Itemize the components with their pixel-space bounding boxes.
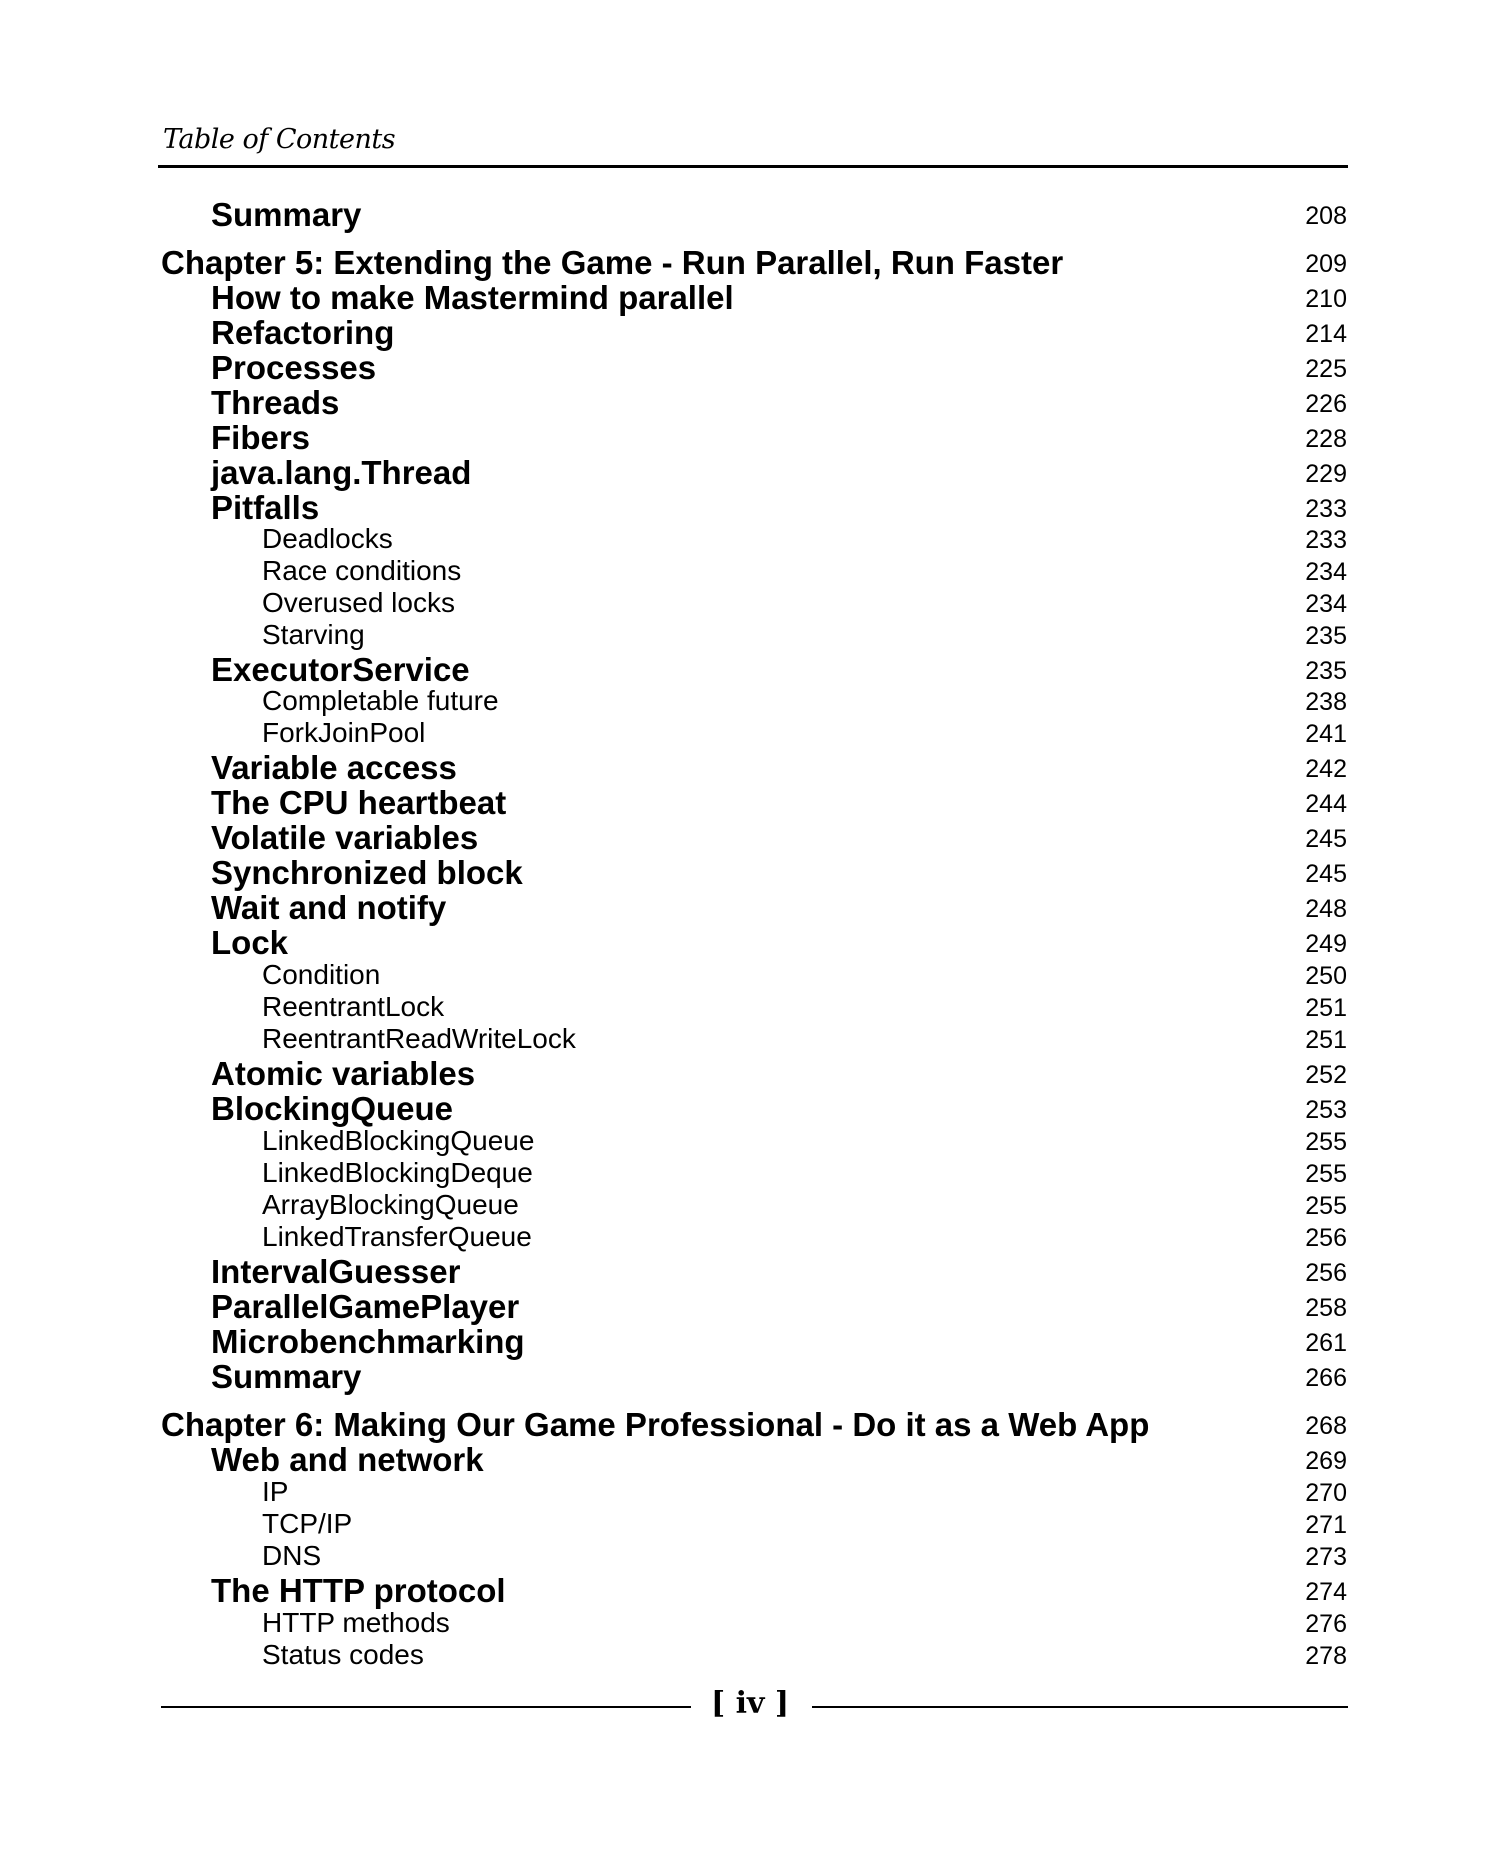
toc-entry-title: Refactoring bbox=[211, 314, 395, 351]
toc-entry-page-number: 233 bbox=[1305, 526, 1347, 554]
toc-entry-page-number: 245 bbox=[1305, 860, 1347, 888]
toc-entry-page-number: 251 bbox=[1305, 994, 1347, 1022]
toc-entry-page-number: 233 bbox=[1305, 495, 1347, 523]
toc-entry-title: Completable future bbox=[262, 685, 499, 716]
toc-entry-page-number: 256 bbox=[1305, 1224, 1347, 1252]
toc-entry-title: Web and network bbox=[211, 1441, 484, 1478]
toc-entry-page-number: 245 bbox=[1305, 825, 1347, 853]
toc-entry-page-number: 209 bbox=[1305, 250, 1347, 278]
toc-entry-title: The HTTP protocol bbox=[211, 1572, 506, 1609]
running-head: Table of Contents bbox=[163, 124, 396, 155]
toc-entry-page-number: 274 bbox=[1305, 1578, 1347, 1606]
toc-entry-page-number: 225 bbox=[1305, 355, 1347, 383]
toc-entry-title: LinkedBlockingQueue bbox=[262, 1125, 535, 1156]
toc-entry-title: Race conditions bbox=[262, 555, 462, 586]
toc-entry-page-number: 269 bbox=[1305, 1447, 1347, 1475]
toc-entry-page-number: 229 bbox=[1305, 460, 1347, 488]
toc-entry-title: ForkJoinPool bbox=[262, 717, 426, 748]
toc-entry-title: LinkedTransferQueue bbox=[262, 1221, 532, 1252]
toc-entry-title: ParallelGamePlayer bbox=[211, 1288, 520, 1325]
toc-entry-title: Summary bbox=[211, 1358, 362, 1395]
toc-entry-title: How to make Mastermind parallel bbox=[211, 279, 734, 316]
toc-entry-page-number: 258 bbox=[1305, 1294, 1347, 1322]
toc-entry-page-number: 253 bbox=[1305, 1096, 1347, 1124]
footer-rule-left bbox=[161, 1706, 691, 1708]
toc-entry-page-number: 208 bbox=[1305, 202, 1347, 230]
toc-entry-title: BlockingQueue bbox=[211, 1090, 454, 1127]
toc-entry-title: Status codes bbox=[262, 1639, 424, 1670]
toc-entry-page-number: 242 bbox=[1305, 755, 1347, 783]
toc-entry-page-number: 234 bbox=[1305, 590, 1347, 618]
toc-entry-title: ReentrantReadWriteLock bbox=[262, 1023, 576, 1054]
toc-entry-title: Volatile variables bbox=[211, 819, 479, 856]
toc-entry-title: Starving bbox=[262, 619, 365, 650]
page-number: [ iv ] bbox=[710, 1686, 790, 1721]
toc-entry-title: Fibers bbox=[211, 419, 311, 456]
toc-entry-title: Summary bbox=[211, 196, 362, 233]
toc-entry-title: java.lang.Thread bbox=[211, 454, 472, 491]
toc-entry-title: Pitfalls bbox=[211, 489, 320, 526]
toc-entry-title: Chapter 5: Extending the Game - Run Parallel, Run Faster bbox=[161, 244, 1064, 281]
toc-entry-title: IntervalGuesser bbox=[211, 1253, 461, 1290]
toc-entry-title: Processes bbox=[211, 349, 377, 386]
toc-entry-title: ReentrantLock bbox=[262, 991, 445, 1022]
toc-entry-page-number: 255 bbox=[1305, 1192, 1347, 1220]
footer-rule-right bbox=[812, 1706, 1348, 1708]
toc-entry-title: TCP/IP bbox=[262, 1508, 353, 1539]
toc-entry-title: HTTP methods bbox=[262, 1607, 450, 1638]
toc-entry-page-number: 256 bbox=[1305, 1259, 1347, 1287]
toc-entry-page-number: 271 bbox=[1305, 1511, 1347, 1539]
toc-entry-title: ArrayBlockingQueue bbox=[262, 1189, 519, 1220]
toc-entry-page-number: 261 bbox=[1305, 1329, 1347, 1357]
toc-entry-page-number: 270 bbox=[1305, 1479, 1347, 1507]
toc-entry-title: Overused locks bbox=[262, 587, 455, 618]
toc-entry-page-number: 214 bbox=[1305, 320, 1347, 348]
toc-entry-title: LinkedBlockingDeque bbox=[262, 1157, 533, 1188]
toc-entry-title: Condition bbox=[262, 959, 381, 990]
toc-entry-title: ExecutorService bbox=[211, 651, 470, 688]
toc-entry-title: Microbenchmarking bbox=[211, 1323, 525, 1360]
toc-entry-page-number: 241 bbox=[1305, 720, 1347, 748]
toc-entry-title: IP bbox=[262, 1476, 289, 1507]
toc-entry-page-number: 244 bbox=[1305, 790, 1347, 818]
toc-entry-page-number: 255 bbox=[1305, 1160, 1347, 1188]
toc-entry-page-number: 238 bbox=[1305, 688, 1347, 716]
toc-entry-page-number: 251 bbox=[1305, 1026, 1347, 1054]
toc-entry-page-number: 228 bbox=[1305, 425, 1347, 453]
toc-entry-title: Lock bbox=[211, 924, 289, 961]
toc-entry-page-number: 249 bbox=[1305, 930, 1347, 958]
toc-entry-page-number: 234 bbox=[1305, 558, 1347, 586]
toc-entry-page-number: 235 bbox=[1305, 657, 1347, 685]
toc-entry-page-number: 273 bbox=[1305, 1543, 1347, 1571]
toc-entry-page-number: 266 bbox=[1305, 1364, 1347, 1392]
toc-entry-page-number: 235 bbox=[1305, 622, 1347, 650]
toc-entry-title: Deadlocks bbox=[262, 523, 393, 554]
toc-entry-page-number: 252 bbox=[1305, 1061, 1347, 1089]
toc-entry-page-number: 226 bbox=[1305, 390, 1347, 418]
toc-entry-page-number: 278 bbox=[1305, 1642, 1347, 1670]
toc-entry-page-number: 210 bbox=[1305, 285, 1347, 313]
toc-entry-page-number: 248 bbox=[1305, 895, 1347, 923]
toc-entry-page-number: 276 bbox=[1305, 1610, 1347, 1638]
toc-entry-title: Chapter 6: Making Our Game Professional - Do it as a Web App bbox=[161, 1406, 1150, 1443]
toc-entry-title: Synchronized block bbox=[211, 854, 523, 891]
toc-entry-page-number: 255 bbox=[1305, 1128, 1347, 1156]
toc-entry-title: DNS bbox=[262, 1540, 322, 1571]
toc-entry-title: Atomic variables bbox=[211, 1055, 476, 1092]
toc-entry-title: The CPU heartbeat bbox=[211, 784, 507, 821]
toc-entry-page-number: 250 bbox=[1305, 962, 1347, 990]
toc-entry-title: Variable access bbox=[211, 749, 457, 786]
toc-entry-title: Threads bbox=[211, 384, 340, 421]
toc-entry-page-number: 268 bbox=[1305, 1412, 1347, 1440]
toc-entry-title: Wait and notify bbox=[211, 889, 447, 926]
